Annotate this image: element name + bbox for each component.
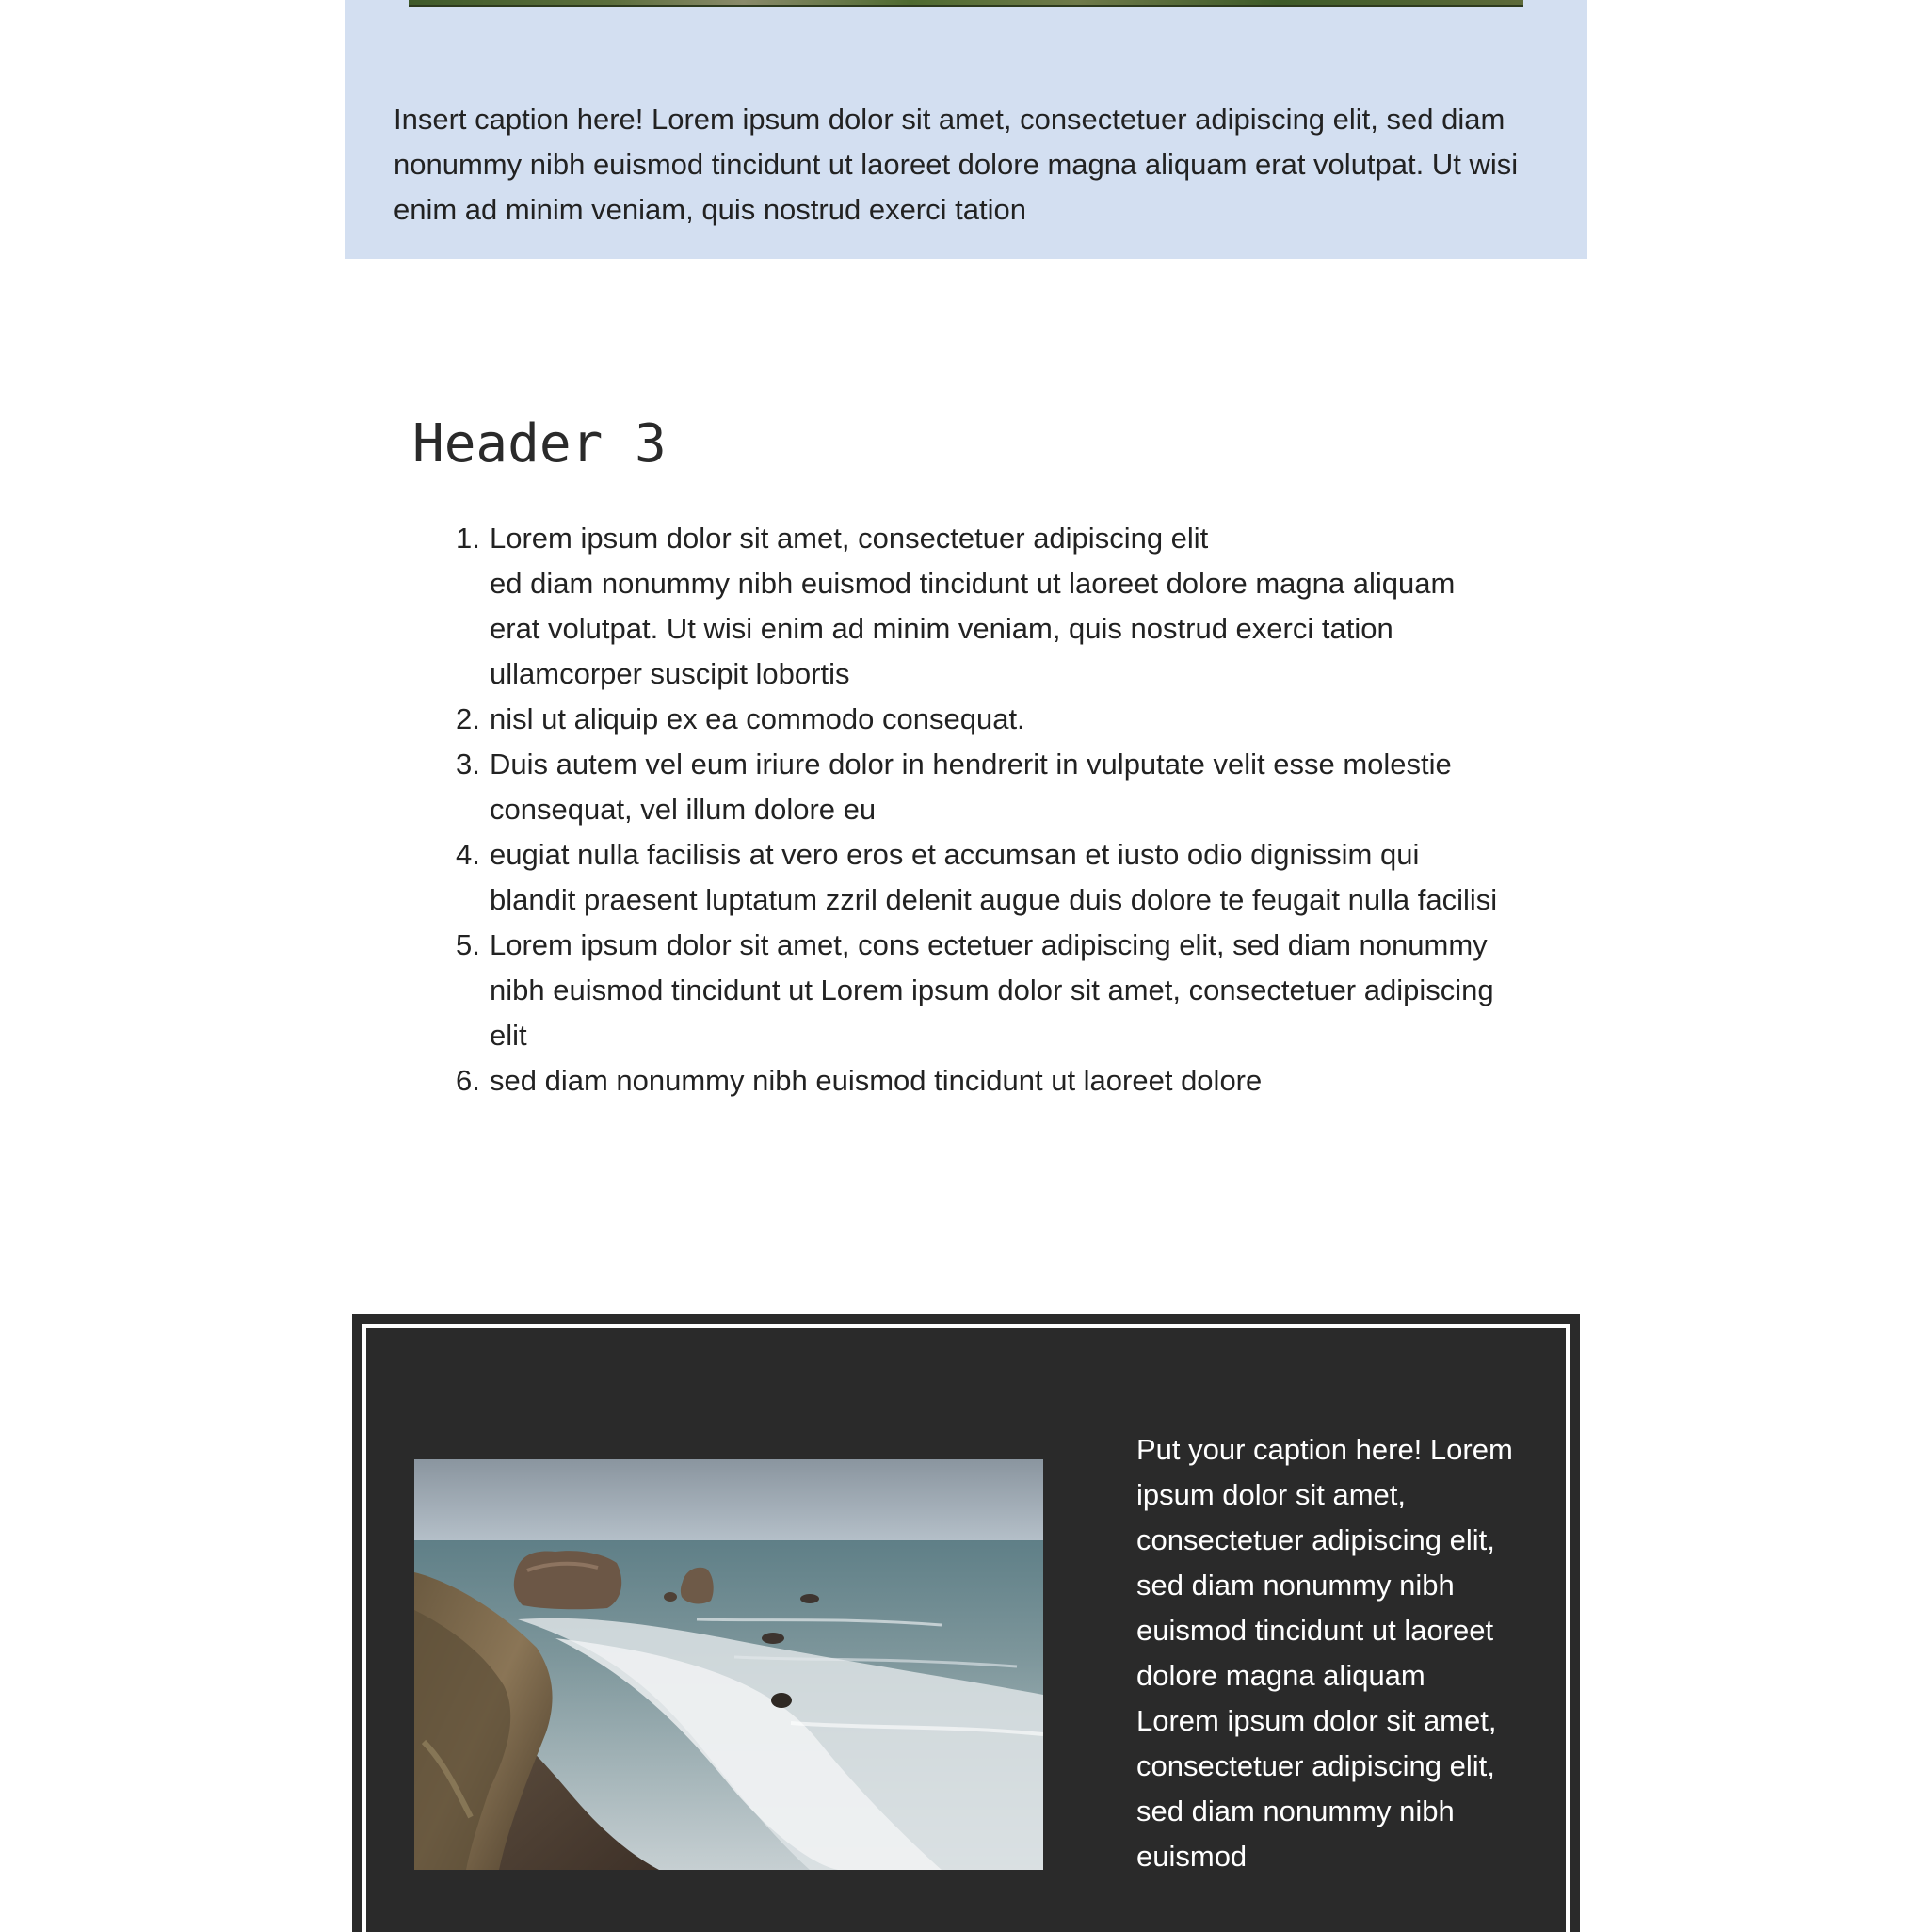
list-item: [412, 1058, 1505, 1103]
section-header: Header 3: [412, 413, 667, 475]
list-item: [412, 832, 1505, 923]
list-number: 4.: [456, 838, 480, 871]
numbered-list: [412, 516, 1505, 1103]
list-item-text-continued: ed diam nonummy nibh euismod tincidunt ut laoreet dolore magna aliquam erat volutpat. Ut wisi enim ad minim veniam, quis nostrud exerci tation ullamcorper suscipit lobortis: [490, 567, 1456, 690]
list-item: [412, 697, 1505, 742]
list-item-text: sed diam nonummy nibh euismod tincidunt ut laoreet dolore: [490, 1064, 1263, 1097]
list-number: 5.: [456, 928, 480, 961]
caption-block: [345, 0, 1587, 259]
feature-caption: Put your caption here! Lorem ipsum dolor sit amet, consectetuer adipiscing elit, sed diam nonummy nibh euismod tincidunt ut laoreet dolore magna aliquam Lorem ipsum dolor sit amet, consectetuer adipiscing elit, sed diam nonummy nibh euismod: [1136, 1433, 1513, 1873]
caption-text: Insert caption here! Lorem ipsum dolor sit amet, consectetuer adipiscing elit, sed diam nonummy nibh euismod tincidunt ut laoreet dolore magna aliquam erat volutpat. Ut wisi enim ad minim veniam, quis nostrud exerci tation: [394, 103, 1519, 226]
list-number: 3.: [456, 748, 480, 781]
list-item: [412, 742, 1505, 832]
list-item-text: nisl ut aliquip ex ea commodo consequat.: [490, 702, 1025, 735]
list-item-text: Lorem ipsum dolor sit amet, cons ectetuer adipiscing elit, sed diam nonummy nibh euismod tincidunt ut Lorem ipsum dolor sit amet, consectetuer adipiscing elit: [490, 928, 1494, 1052]
list-number: 6.: [456, 1064, 480, 1097]
list-item: [412, 923, 1505, 1058]
list-number: 1.: [456, 522, 480, 555]
list-item: [412, 516, 1505, 697]
list-item-text: Duis autem vel eum iriure dolor in hendrerit in vulputate velit esse molestie consequat, vel illum dolore eu: [490, 748, 1452, 826]
feature-box: [352, 1314, 1580, 1932]
list-item-text: Lorem ipsum dolor sit amet, consectetuer adipiscing elit: [490, 522, 1209, 555]
list-item-text: eugiat nulla facilisis at vero eros et accumsan et iusto odio dignissim qui blandit praesent luptatum zzril delenit augue duis dolore te feugait nulla facilisi: [490, 838, 1498, 916]
coastal-seascape-photo: [414, 1459, 1043, 1870]
top-image-photo: [409, 0, 1523, 7]
list-number: 2.: [456, 702, 480, 735]
